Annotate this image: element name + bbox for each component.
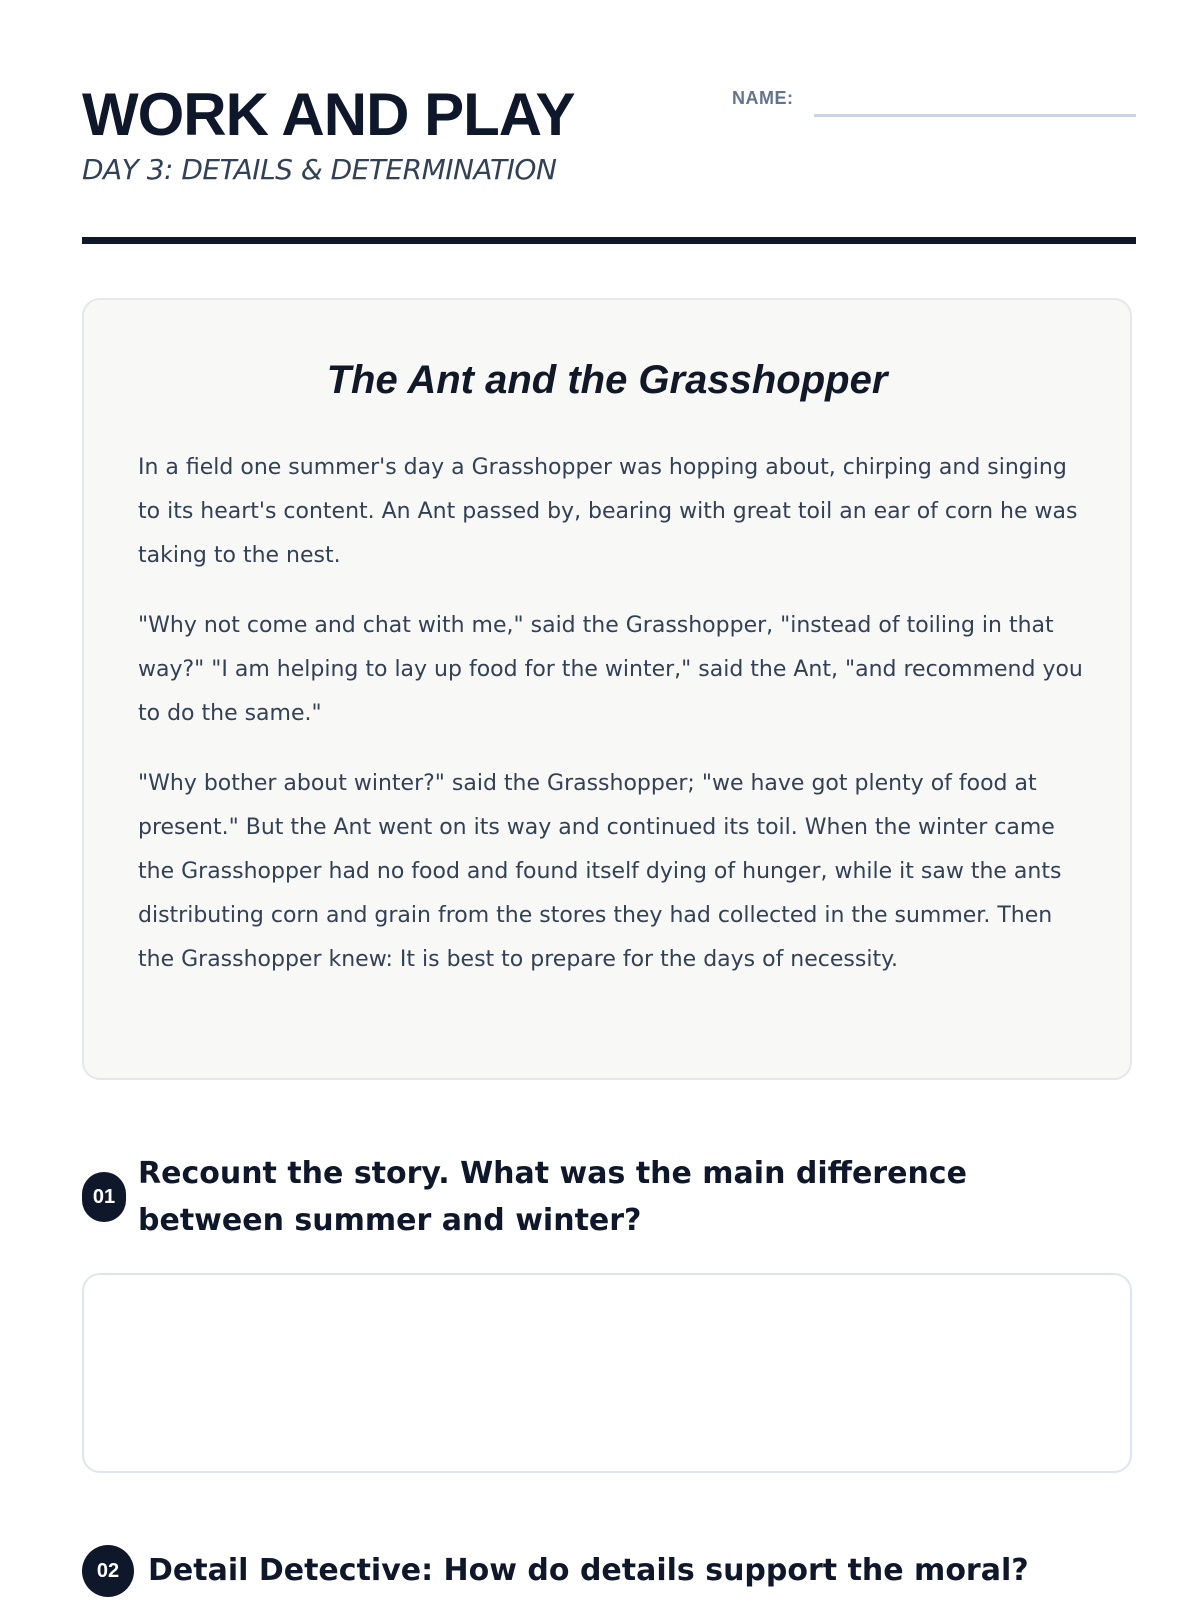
- name-label: NAME:: [732, 88, 794, 108]
- worksheet-title: WORK AND PLAY: [82, 81, 575, 148]
- story-card: [82, 298, 1132, 1080]
- story-paragraph: In a field one summer's day a Grasshopper was hopping about, chirping and singing to its heart's content. An Ant passed by, bearing with great toil an ear of corn he was taking to the nest.: [138, 455, 1078, 568]
- story-paragraph: "Why not come and chat with me," said the Grasshopper, "instead of toiling in that way?" "I am helping to lay up food for the winter," said the Ant, "and recommend you to do the same.": [138, 613, 1083, 726]
- worksheet-subtitle: DAY 3: DETAILS & DETERMINATION: [82, 153, 557, 186]
- header-divider: [82, 237, 1136, 244]
- story-paragraph: "Why bother about winter?" said the Grasshopper; "we have got plenty of food at present." But the Ant went on its way and continued its toil. When the winter came the Grasshopper had no food and found itself dying of hunger, while it saw the ants distributing corn and grain from the stores they had collected in the summer. Then the Grasshopper knew: It is best to prepare for the days of necessity.: [138, 771, 1062, 972]
- answer-box-1[interactable]: [82, 1273, 1132, 1473]
- question-text: Recount the story. What was the main difference between summer and winter?: [138, 1156, 967, 1238]
- story-title: The Ant and the Grasshopper: [326, 358, 888, 402]
- question-text: Detail Detective: How do details support the moral?: [148, 1553, 1029, 1588]
- question-number-badge: 01: [82, 1172, 126, 1222]
- name-field[interactable]: [732, 88, 1136, 124]
- question-number-badge: 02: [82, 1545, 134, 1597]
- story-body: [138, 446, 1088, 1008]
- name-line[interactable]: [814, 114, 1136, 117]
- worksheet-header: [82, 80, 1136, 240]
